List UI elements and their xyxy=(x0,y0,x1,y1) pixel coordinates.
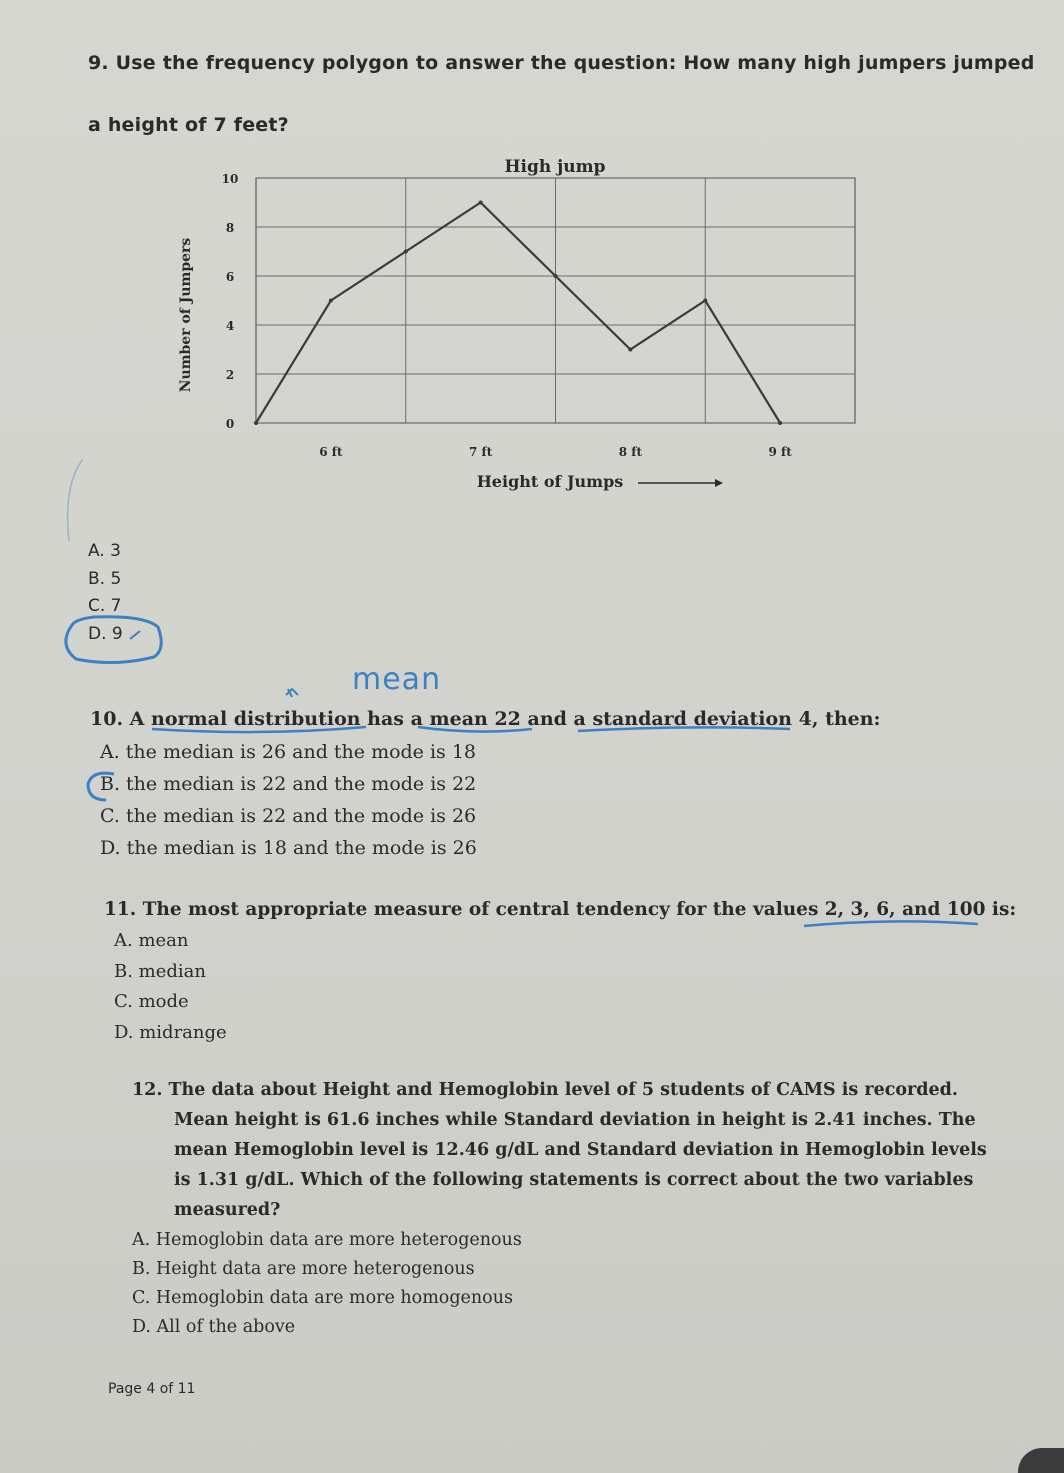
q12-line-3: mean Hemoglobin level is 12.46 g/dL and Standard deviation in Hemoglobin levels xyxy=(174,1140,987,1160)
page-number: Page 4 of 11 xyxy=(108,1381,196,1397)
q9-stem-line2: a height of 7 feet? xyxy=(88,114,289,136)
q12-option-a[interactable]: A. Hemoglobin data are more heterogenous xyxy=(132,1230,522,1250)
data-point xyxy=(479,201,483,205)
data-point xyxy=(628,348,632,352)
q9-option-b[interactable]: B. 5 xyxy=(88,569,122,589)
data-point xyxy=(703,299,707,303)
q9-stem-line1: 9. Use the frequency polygon to answer the question: How many high jumpers jumped xyxy=(88,52,1035,74)
q10-option-a[interactable]: A. the median is 26 and the mode is 18 xyxy=(100,741,477,763)
q10-stem: 10. A normal distribution has a mean 22 and a standard deviation 4, then: xyxy=(90,708,881,730)
q9-option-a[interactable]: A. 3 xyxy=(88,541,121,561)
q10-answer-circle xyxy=(84,768,124,804)
y-tick-label: 2 xyxy=(225,368,235,382)
q10-option-d[interactable]: D. the median is 18 and the mode is 26 xyxy=(100,837,477,859)
q12-line-4: is 1.31 g/dL. Which of the following statements is correct about the two variables xyxy=(174,1170,974,1190)
q12-line-2: Mean height is 61.6 inches while Standard deviation in height is 2.41 inches. The xyxy=(174,1110,976,1130)
data-point xyxy=(254,421,258,425)
q10-underlines xyxy=(140,685,830,740)
x-tick-label: 7 ft xyxy=(469,445,493,459)
x-tick-label: 6 ft xyxy=(319,445,343,459)
q11-option-a[interactable]: A. mean xyxy=(114,930,189,951)
q11-underline xyxy=(800,912,990,932)
q12-option-b[interactable]: B. Height data are more heterogenous xyxy=(132,1259,475,1279)
y-tick-label: 4 xyxy=(225,319,235,333)
y-axis-label: Number of Jumpers xyxy=(178,237,194,393)
q9-option-c[interactable]: C. 7 xyxy=(88,596,122,616)
x-tick-label: 9 ft xyxy=(768,445,792,459)
handwritten-mean: mean xyxy=(352,662,442,697)
y-axis-ticks xyxy=(222,172,239,431)
data-point xyxy=(778,421,782,425)
y-tick-label: 10 xyxy=(221,172,239,186)
data-point xyxy=(554,274,558,278)
x-tick-label: 8 ft xyxy=(618,445,642,459)
series-line xyxy=(256,203,780,424)
chart-grid xyxy=(256,178,855,423)
q12-option-d[interactable]: D. All of the above xyxy=(132,1317,296,1337)
x-axis-arrow xyxy=(638,479,723,487)
data-point xyxy=(329,299,333,303)
q11-option-b[interactable]: B. median xyxy=(114,961,206,982)
q9-option-d[interactable]: D. 9 xyxy=(88,624,123,644)
series-points xyxy=(254,201,782,426)
pen-mark xyxy=(55,455,95,545)
q12-line-5: measured? xyxy=(174,1200,281,1220)
x-axis-ticks xyxy=(319,445,792,459)
y-tick-label: 6 xyxy=(225,270,235,284)
q12-option-c[interactable]: C. Hemoglobin data are more homogenous xyxy=(132,1288,513,1308)
data-point xyxy=(404,250,408,254)
y-tick-label: 0 xyxy=(225,417,235,431)
q11-stem: 11. The most appropriate measure of central tendency for the values 2, 3, 6, and 100 is: xyxy=(104,899,1017,920)
corner-overlay-icon[interactable] xyxy=(1018,1448,1064,1473)
y-tick-label: 8 xyxy=(225,221,235,235)
q11-option-d[interactable]: D. midrange xyxy=(114,1022,227,1043)
chart-title: High jump xyxy=(504,157,606,177)
q12-line-1: 12. The data about Height and Hemoglobin level of 5 students of CAMS is recorded. xyxy=(132,1080,958,1100)
q10-option-c[interactable]: C. the median is 22 and the mode is 26 xyxy=(100,805,477,827)
q10-option-b[interactable]: B. the median is 22 and the mode is 22 xyxy=(100,773,477,795)
q9-answer-circle xyxy=(54,605,174,667)
high-jump-chart xyxy=(160,150,900,510)
x-axis-label: Height of Jumps xyxy=(476,472,624,491)
q11-option-c[interactable]: C. mode xyxy=(114,991,189,1012)
